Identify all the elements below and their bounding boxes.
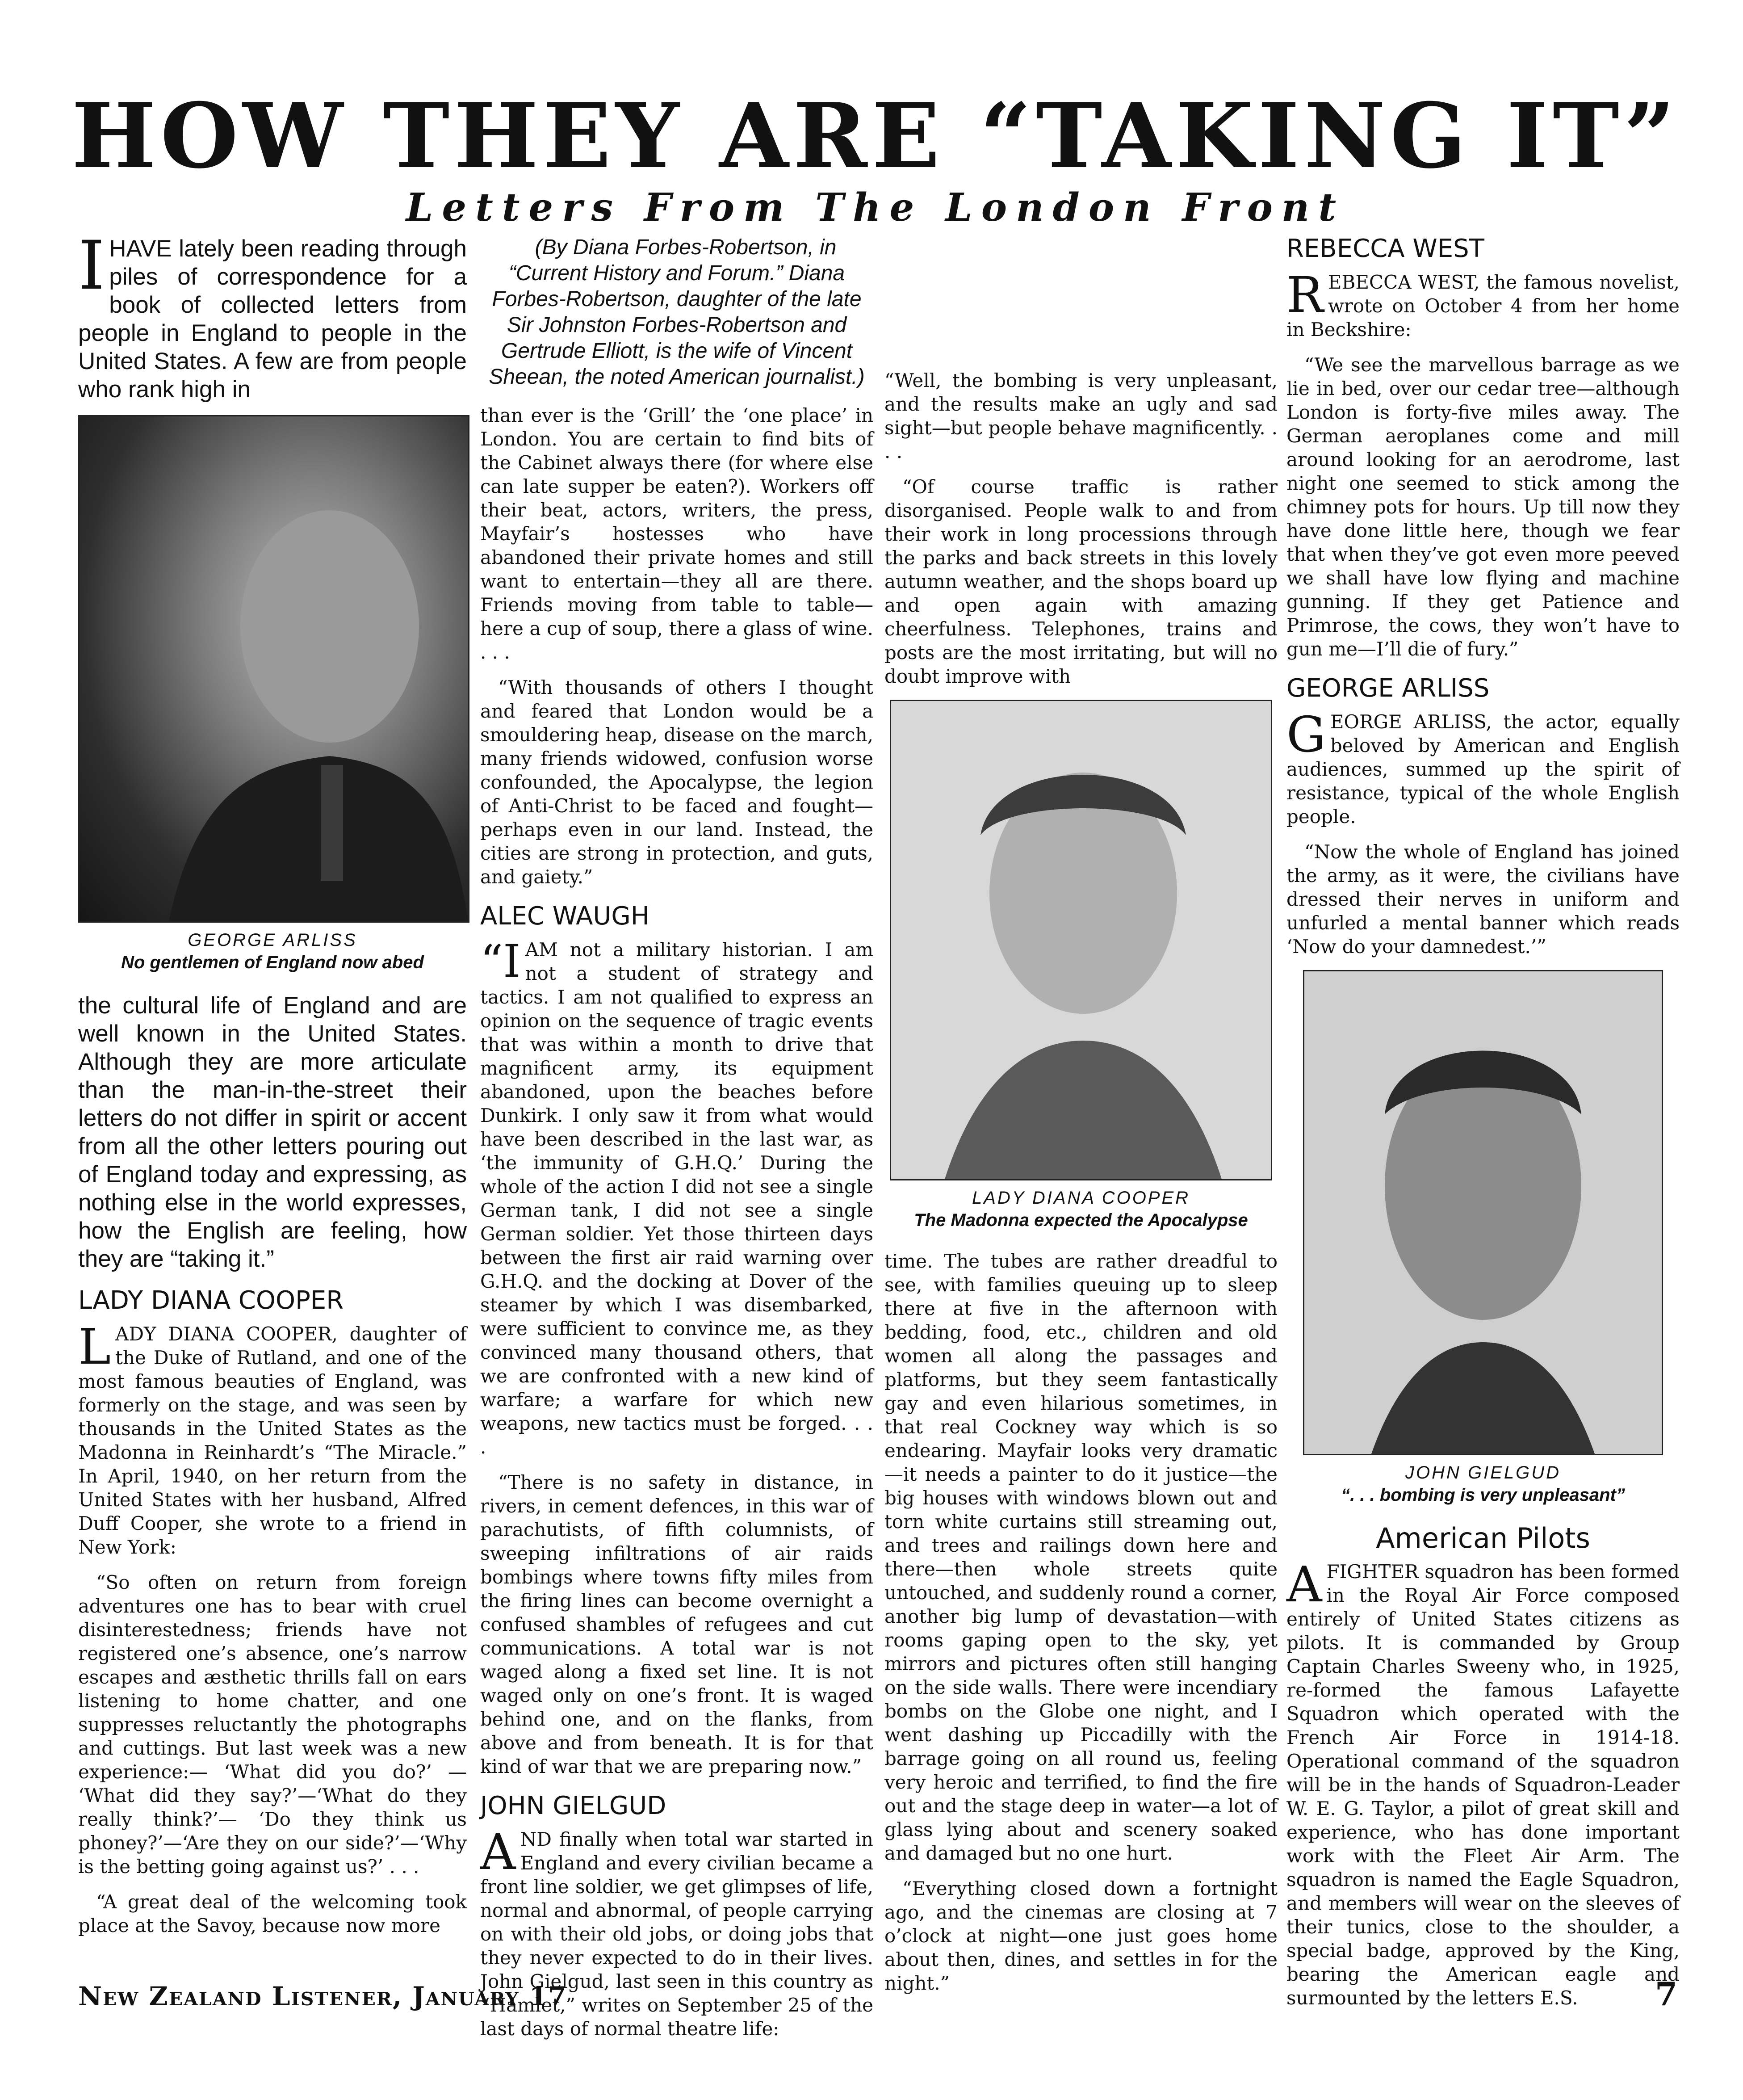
portrait-gielgud-graphic [1304,971,1662,1454]
cooper-text-1: ADY DIANA COOPER, daughter of the Duke of Rutland, and one of the most famous beauties of England, was formerly on the stage, and was seen by thousands in the United States as the Madonna in Reinhardt’s “The Miracle.” In April, 1940, on her return from the United States with her husband, Alfred Duff Cooper, she wrote to a friend in New York: [78,1323,467,1558]
heading-alec-waugh: ALEC WAUGH [480,902,649,931]
heading-rebecca-west: REBECCA WEST [1286,234,1484,263]
west-text-1: EBECCA WEST, the famous novelist, wrote on October 4 from her home in Beckshire: [1286,271,1680,340]
gielgud-text-1: ND finally when total war started in England and every civilian became a front line soldier, we get glimpses of life, normal and abnormal, of people carrying on with their old jobs, or doing jobs that they never expected to do in their lives. John Gielgud, last seen in this country as “Hamlet,” writes on September 25 of the last days of normal theatre life: [480,1828,873,2040]
column-3-spacer [884,235,1278,369]
caption-arliss-name: GEORGE ARLISS [188,930,357,950]
caption-cooper-name: LADY DIANA COOPER [972,1188,1190,1208]
page-number: 7 [1655,1975,1677,2013]
intro-text-1: HAVE lately been reading through piles of correspondence for a book of collected letters from people in England to people in the United States. A few are from people who rank high in [78,235,467,403]
arliss-text-1: EORGE ARLISS, the actor, equally beloved by American and English audiences, summed up the spirit of resistance, typical of the whole English people. [1286,711,1680,827]
photo-george-arliss [78,415,469,923]
column-2 [480,235,873,2040]
portrait-cooper-graphic [891,701,1271,1179]
caption-gielgud [1286,1462,1680,1506]
column-4 [1286,234,1680,2009]
cooper-paragraph-2: “So often on return from foreign adventures one has to bear with cruel disinterestedness; friends have not registered one’s absence, one’s narrow escapes and æsthetic thrills fall on ears listening to home chatter, and one suppresses reluctantly the photographs and cuttings. But last week was a new experience:— ‘What did you do?’ — ‘What did they say?’—‘What do they really think?’— ‘Do they think us phoney?’—‘Are they on our side?’—‘Why is the betting going against us?’ . . . [78,1571,467,1877]
cooper-paragraph-4: than ever is the ‘Grill’ the ‘one place’ in London. You are certain to find bits of the Cabinet always there (for where else can late supper be eaten?). Workers off their beat, actors, writers, the press, Mayfair’s hostesses who have abandoned their private homes and still want to entertain—they all are there. Friends moving from table to table—here a cup of soup, there a glass of wine. . . . [480,404,873,663]
gielgud-paragraph-3: “Of course traffic is rather disorganised. People walk to and from their work in long processions through the parks and back streets in this lovely autumn weather, and the shops board up and open again with amazing cheerfulness. Telephones, trains and posts are the most irritating, but will no doubt improve with [884,476,1278,687]
west-dropcap: R [1286,266,1324,323]
pilots-text-1: FIGHTER squadron has been formed in the Royal Air Force composed entirely of United States citizens as pilots. It is commanded by Group Captain Charles Sweeny who, in 1925, re-formed the famous Lafayette Squadron which operated with the French Air Force in 1914-18. Operational command of the squadron will be in the hands of Squadron-Leader W. E. G. Taylor, a pilot of great skill and experience, who has done important work with the Fleet Air Arm. The squadron is named the Eagle Squadron, and members will wear on the sleeves of their tunics, close to the shoulder, a special badge, approved by the King, bearing the American eagle and surmounted by the letters E.S. [1286,1561,1680,2009]
column-1 [78,227,467,1955]
cooper-paragraph-1 [78,1318,467,1559]
waugh-paragraph-2: “There is no safety in distance, in rivers, in cement defences, in this war of parachutists, of fifth columnists, of sweeping infiltrations of air raids bombings where towns fifty miles from the firing lines can become overnight a confused shambles of refugees and cut communications. A total war is not waged along a fixed set line. It is not waged only on one’s front. It is waged behind one, and on the flanks, from above and from beneath. It is for that kind of war that we are preparing now.” [480,1471,873,1777]
arliss-dropcap: G [1286,706,1326,763]
gielgud-dropcap: A [480,1823,516,1881]
page-footer [78,1975,1677,2013]
caption-cooper-quote: The Madonna expected the Apocalypse [914,1210,1248,1230]
waugh-paragraph-1 [480,935,873,1459]
intro-paragraph-2: the cultural life of England and are well known in the United States. Although they are more articulate than the man-in-the-street their letters do not differ in spirit or accent from all the other letters pouring out of England today and expressing, as nothing else in the world expresses, how the English are feeling, how they are “taking it.” [78,992,467,1272]
west-paragraph-2: “We see the marvellous barrage as we lie in bed, over our cedar tree—although London is forty-five miles away. The German aeroplanes come and mill around looking for an aerodrome, last night one seemed to stick among the chimney pots for hours. Up till now they have done little here, though we fear that when they’ve got even more peeved we shall have low flying and machine gunning. If they get Patience and Primrose, the cows, they won’t have to gun me—I’ll die of fury.” [1286,354,1680,660]
west-paragraph-1 [1286,266,1680,341]
photo-john-gielgud [1303,970,1663,1455]
arliss-paragraph-1 [1286,706,1680,828]
caption-cooper [884,1187,1278,1231]
byline: (By Diana Forbes-Robertson, in “Current History and Forum.” Diana Forbes-Robertson, daughter of the late Sir Johnston Forbes-Robertson and Gertrude Elliott, is the wife of Vincent Sheean, the noted American journalist.) [489,235,865,389]
heading-john-gielgud: JOHN GIELGUD [480,1791,666,1820]
gielgud-paragraph-5: “Everything closed down a fortnight ago, and the cinemas are closing at 7 o’clock at night—one just goes home about then, dines, and settles in for the night.” [884,1877,1278,1994]
arliss-paragraph-2: “Now the whole of England has joined the army, as it were, the civilians have dressed their nerves in uniform and unfurled a mental banner which reads ‘Now do your damnedest.’” [1286,841,1680,958]
pilots-paragraph-1 [1286,1556,1680,2010]
caption-gielgud-name: JOHN GIELGUD [1405,1463,1561,1483]
portrait-arliss-graphic [80,416,468,921]
photo-lady-diana-cooper [890,700,1272,1180]
caption-arliss [78,929,467,974]
caption-arliss-quote: No gentlemen of England now abed [121,953,424,972]
masthead [63,84,1689,230]
gielgud-paragraph-2: “Well, the bombing is very unpleasant, and the results make an ugly and sad sight—but people behave magnificently. . . . [884,370,1278,462]
heading-george-arliss: GEORGE ARLISS [1286,674,1490,703]
gielgud-paragraph-4: time. The tubes are rather dreadful to see, with families queuing up to sleep there at five in the afternoon with bedding, food, etc., children and old women all along the passages and platforms, but they seem fantastically gay and even hilarious sometimes, in that real Cockney way which is so endearing. Mayfair looks very dramatic—it needs a painter to do it justice—the big houses with windows blown out and torn white curtains still streaming out, and trees and railings down here and there—then whole streets quite untouched, and suddenly round a corner, another big lump of devastation—with rooms gaping open to the sky, yet mirrors and pictures often still hanging on the side walls. There were incendiary bombs on the Globe one night, and I went dashing up Piccadilly with the barrage going on all round us, feeling very heroic and terrified, to find the fire out and the stage deep in water—a lot of glass lying about and scenery soaked and damaged but no one hurt. [884,1250,1278,1864]
heading-american-pilots: American Pilots [1376,1522,1590,1554]
caption-gielgud-quote: “. . . bombing is very unpleasant” [1341,1485,1625,1505]
intro-paragraph-1 [78,227,467,403]
cooper-paragraph-5: “With thousands of others I thought and feared that London would be a smouldering heap, disease on the march, many friends widowed, confusion worse confounded, the Apocalypse, the legion of Anti-Christ to be faced and fought—perhaps even in our land. Instead, the cities are strong in protection, and guts, and gaiety.” [480,676,873,888]
subheadline: Letters From The London Front [406,185,1345,230]
intro-dropcap: I [78,227,105,305]
waugh-text-1: AM not a military historian. I am not a student of strategy and tactics. I am not qualified to express an opinion on the sequence of tragic events that was within a month to drive that magnificent army, its equipment abandoned, upon the beaches before Dunkirk. I only saw it from what would have been described in the last war, as ‘the immunity of G.H.Q.’ During the whole of the action I did not see a single German tank, I did not see a single German soldier. Yet those thirteen days between the first air raid warning over G.H.Q. and the docking at Dover of the steamer by which I was disembarked, were sufficient to convince me, as they convinced many thousand others, that we are confronted with a new kind of warfare; a warfare for which new weapons, new tactics must be forged. . . . [480,939,873,1458]
cooper-dropcap: L [78,1318,111,1375]
pilots-dropcap: A [1286,1556,1322,1613]
heading-lady-diana-cooper: LADY DIANA COOPER [78,1286,344,1315]
headline: HOW THEY ARE “TAKING IT” [71,84,1680,189]
cooper-paragraph-3: “A great deal of the welcoming took place at the Savoy, because now more [78,1891,467,1936]
publication-line: New Zealand Listener, January 17 [78,1981,567,2012]
column-3 [884,235,1278,1994]
waugh-dropcap: “I [480,935,521,987]
